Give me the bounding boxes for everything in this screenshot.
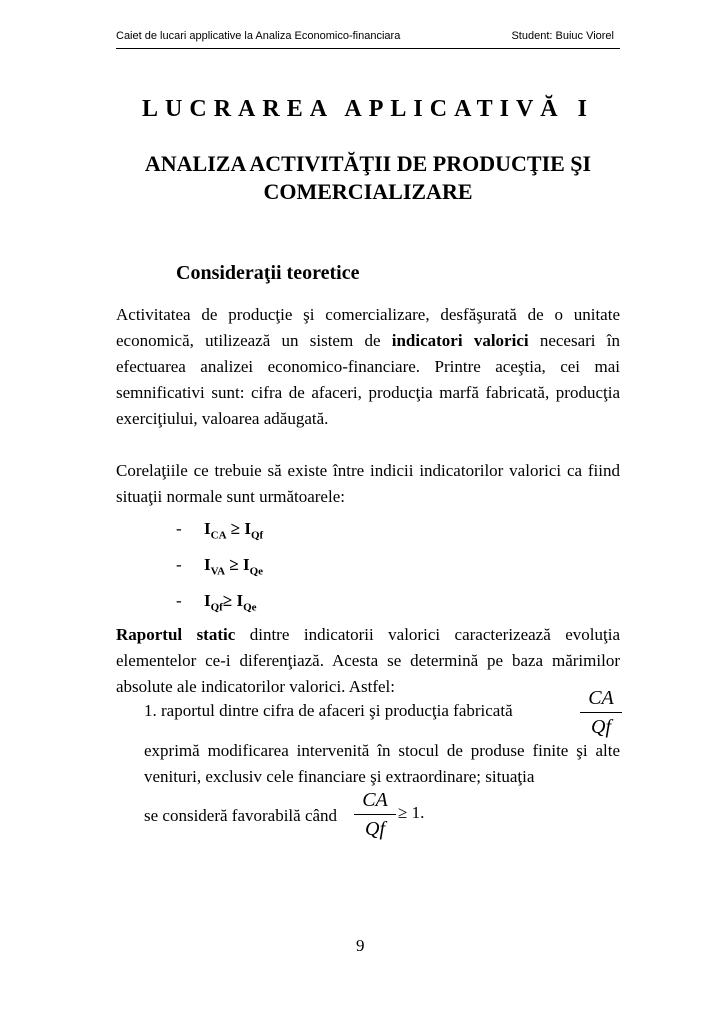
favorable-condition-text: se consideră favorabilă când: [144, 806, 338, 825]
fraction-denominator: Qf: [365, 818, 385, 840]
relation-left: I: [204, 555, 211, 574]
header-course-title: Caiet de lucari applicative la Analiza Economico-financiara: [116, 30, 401, 42]
relation-dash: -: [176, 519, 182, 538]
fraction-ca-qf-condition: [354, 788, 396, 841]
list-item-1: 1. raportul dintre cifra de afaceri şi producţia fabricată: [144, 701, 513, 720]
correlations-paragraph: Corelaţiile ce trebuie să existe între indicii indicatorilor valorici ca fiind situaţii normale sunt următoarele:: [116, 461, 620, 506]
fraction-bar: [354, 814, 396, 815]
relation-right: I: [236, 591, 244, 610]
section-heading: Consideraţii teoretice: [176, 262, 360, 284]
relation-3: [176, 591, 257, 613]
relation-op: ≥: [226, 519, 245, 538]
subtitle-line-2: COMERCIALIZARE: [263, 179, 473, 204]
fraction-denominator: Qf: [591, 716, 611, 738]
intro-bold-term: indicatori valorici: [391, 331, 529, 350]
relation-dash: -: [176, 555, 182, 574]
page-number: 9: [356, 936, 365, 955]
page-title: LUCRAREA APLICATIVĂ I: [142, 96, 594, 122]
relation-left-sub: VA: [210, 565, 226, 578]
relation-right-sub: Qe: [249, 565, 264, 578]
greater-equal-one: ≥ 1.: [398, 803, 425, 822]
static-ratio-term: Raportul static: [116, 625, 236, 644]
intro-text-start: Activitatea de producţie şi comercializare, desfăşurată de o unitate economică, utilizează un sistem de: [116, 305, 620, 350]
static-ratio-text: dintre indicatorii valorici caracterizează evoluţia elementelor ce-i diferenţiază. Acesta se determină pe baza mărimilor absolute ale indicatorilor valorici. Astfel:: [116, 625, 620, 696]
intro-paragraph: [116, 302, 620, 432]
relation-left-sub: Qf: [210, 601, 223, 614]
relation-left: I: [204, 519, 211, 538]
relation-left-sub: CA: [210, 529, 227, 542]
fraction-numerator: CA: [588, 687, 614, 709]
header-student-name: Student: Buiuc Viorel: [511, 30, 614, 42]
subtitle-line-1: ANALIZA ACTIVITĂŢII DE PRODUCŢIE ŞI: [144, 151, 592, 176]
relation-dash: -: [176, 591, 182, 610]
intro-text-end: necesari în efectuarea analizei economico-financiare. Printre aceştia, cei mai semnificativi sunt: cifra de afaceri, producţia marfă fabricată, producţia exerciţiului, valoarea adăugată.: [116, 331, 620, 428]
page-header: [116, 26, 620, 49]
fraction-bar: [580, 712, 622, 713]
relation-right-sub: Qf: [250, 529, 264, 542]
relation-1: [176, 519, 263, 541]
list-item-1-continuation: exprimă modificarea intervenită în stocul de produse finite şi alte venituri, exclusiv cele financiare şi extraordinare; situaţia: [144, 741, 620, 786]
static-ratio-paragraph: [116, 622, 620, 700]
relation-right-sub: Qe: [243, 601, 257, 614]
relation-right: I: [242, 555, 250, 574]
relation-right: I: [244, 519, 251, 538]
chapter-subtitle: [116, 150, 620, 206]
relation-left: I: [204, 591, 211, 610]
relation-op: ≥: [225, 555, 243, 574]
relation-op: ≥: [222, 591, 237, 610]
fraction-ca-qf: [580, 686, 622, 739]
relation-2: [176, 555, 263, 577]
fraction-numerator: CA: [362, 789, 388, 811]
